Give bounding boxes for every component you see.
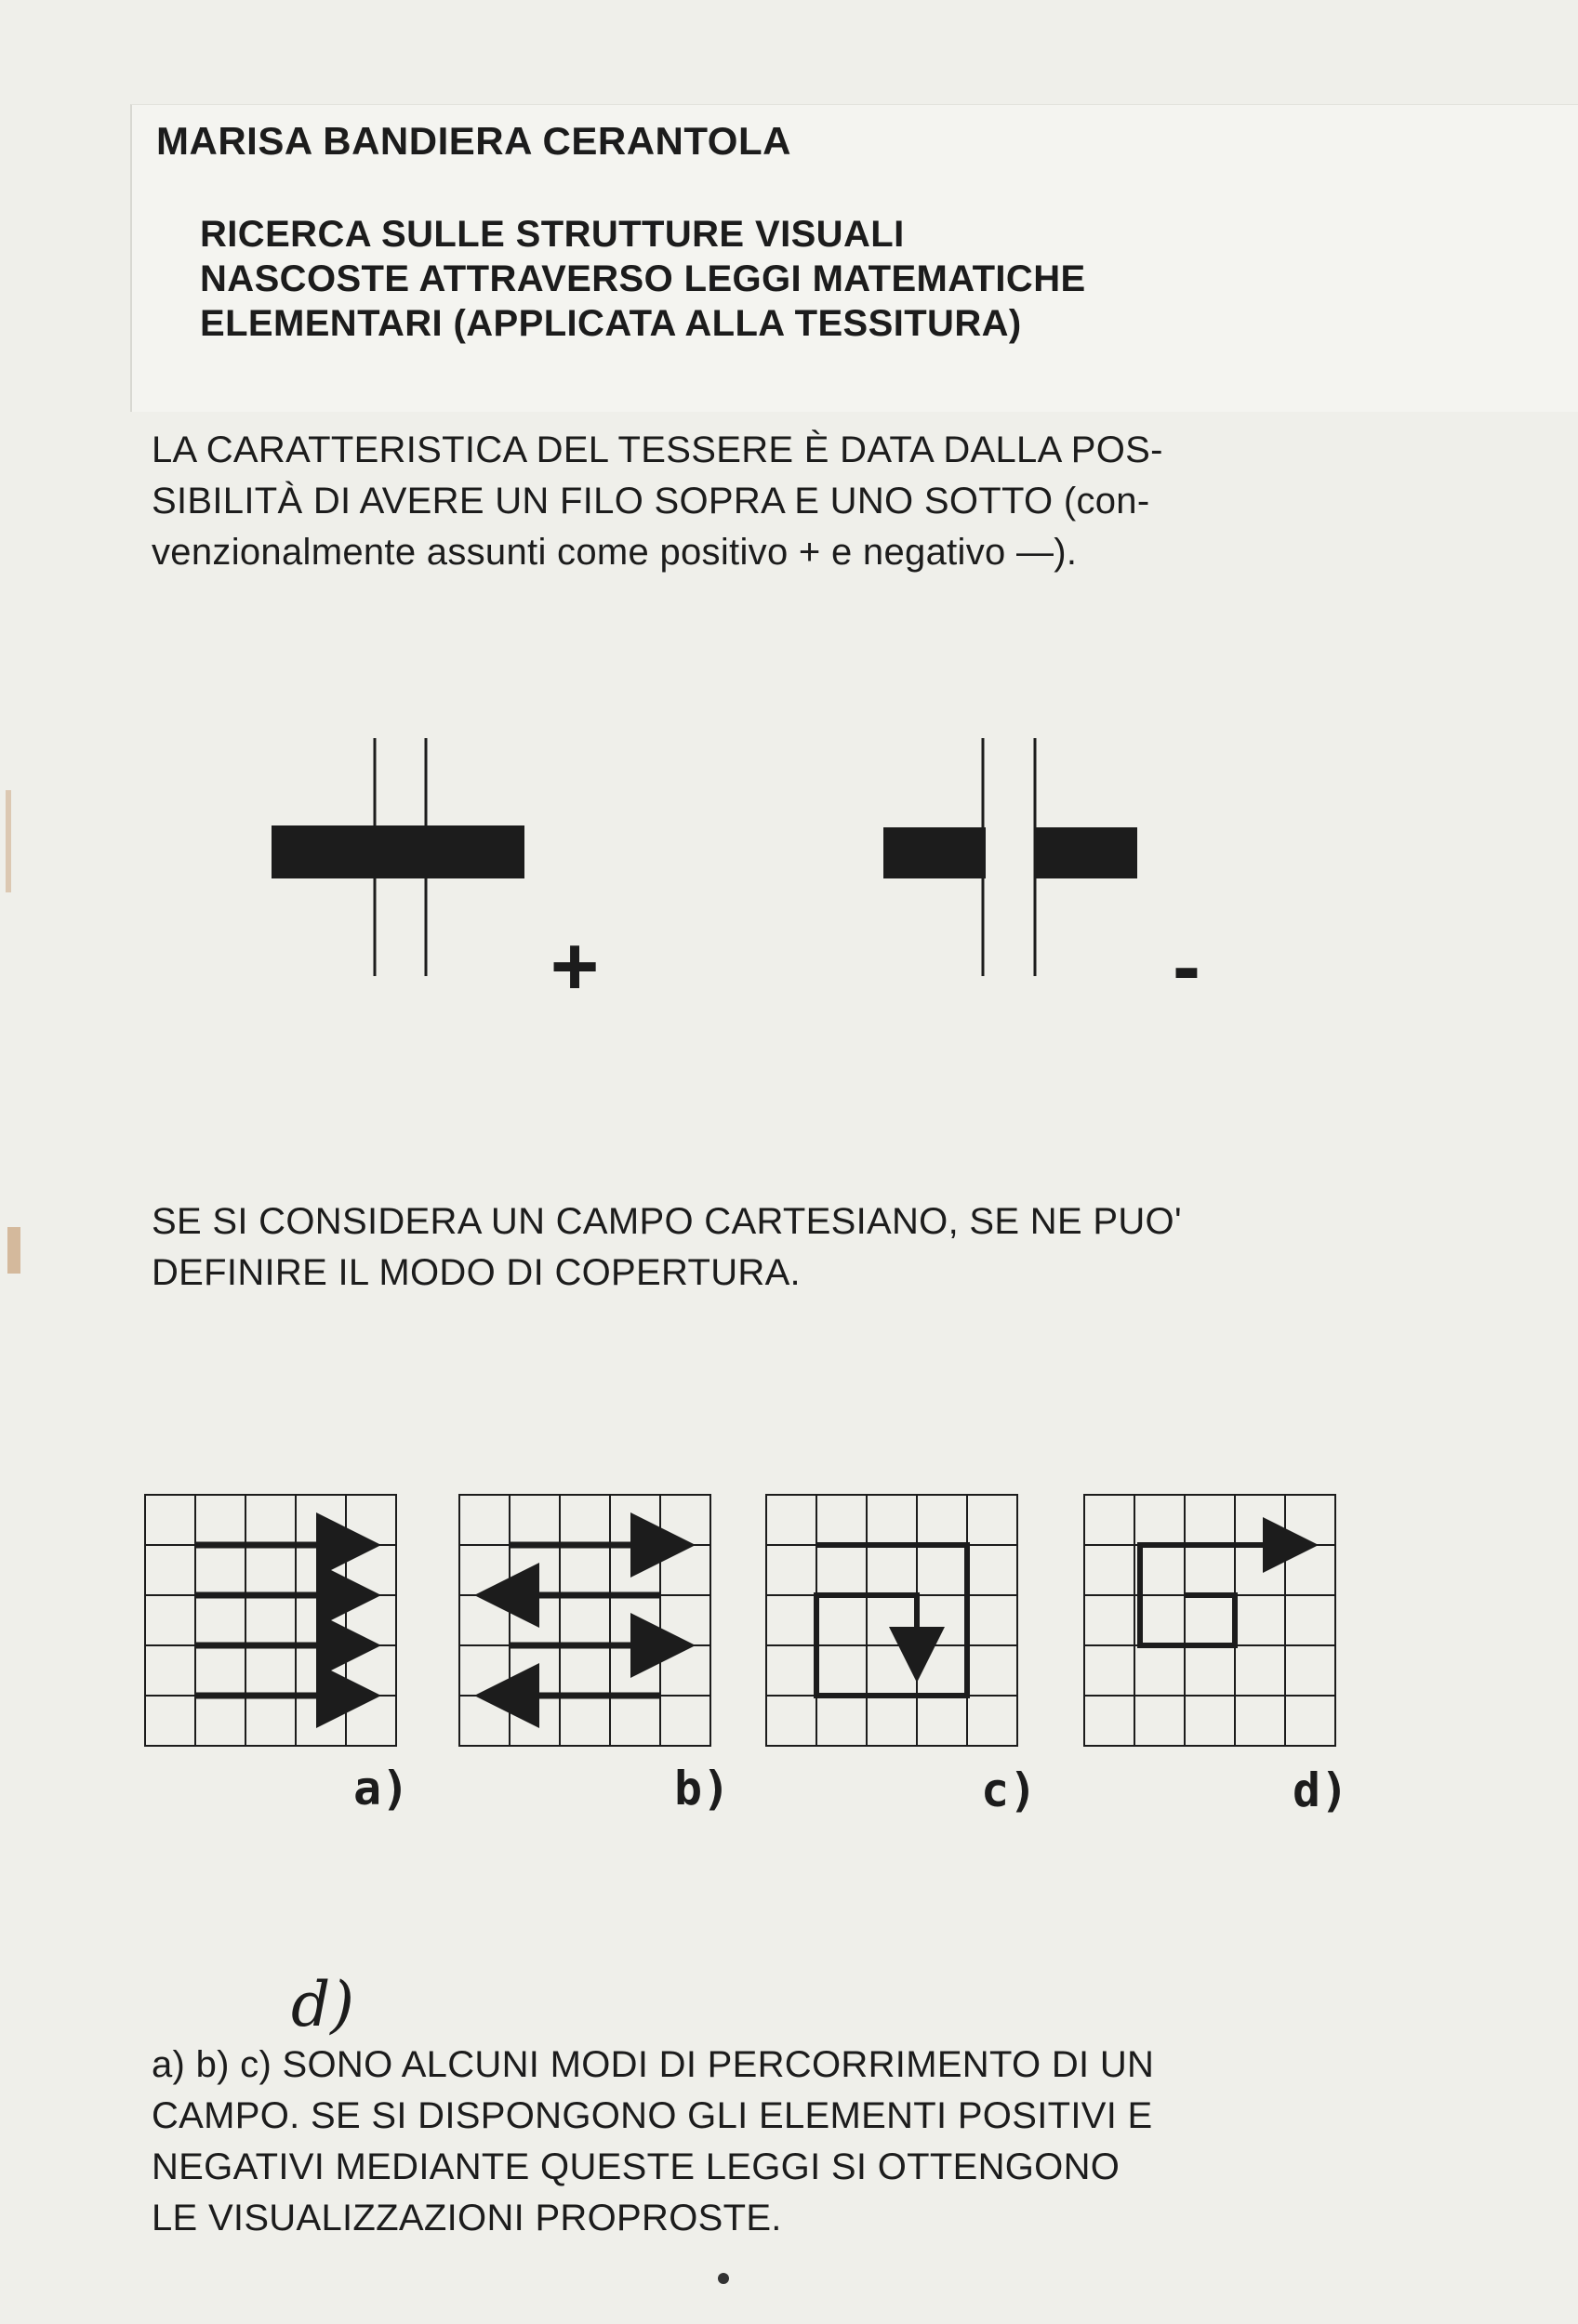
grid-cell [917, 1645, 967, 1696]
grid-cell [459, 1545, 510, 1595]
author-name: MARISA BANDIERA CERANTOLA [156, 119, 791, 163]
positive-symbol: + [550, 920, 600, 1013]
grid-cell [245, 1495, 296, 1545]
grid-cell [1185, 1645, 1235, 1696]
grid-cell [816, 1495, 867, 1545]
grid-cell [967, 1595, 1017, 1645]
grid-c [766, 1495, 1017, 1746]
conclusion-paragraph [152, 2040, 1351, 2244]
grid-cell [510, 1595, 560, 1645]
grid-cell [459, 1495, 510, 1545]
grid-cell [245, 1696, 296, 1746]
paper-stain [7, 1227, 20, 1274]
grid-cell [1134, 1696, 1185, 1746]
grid-cell [195, 1645, 245, 1696]
grid-cell [1285, 1645, 1335, 1696]
text-line: LE VISUALIZZAZIONI PROPROSTE. [152, 2198, 782, 2238]
grid-cell [1134, 1495, 1185, 1545]
grid-cell [560, 1696, 610, 1746]
grid-cell [917, 1545, 967, 1595]
grid-cell [1235, 1696, 1285, 1746]
grid-cell [967, 1645, 1017, 1696]
grid-cell [296, 1645, 346, 1696]
intro-paragraph [152, 425, 1351, 578]
grid-cell [1084, 1595, 1134, 1645]
grid-cell [610, 1595, 660, 1645]
paper-stain [6, 790, 11, 892]
grid-cell [1084, 1545, 1134, 1595]
grid-cell [195, 1545, 245, 1595]
grid-cell [245, 1545, 296, 1595]
grid-cell [145, 1645, 195, 1696]
grid-cell [1084, 1696, 1134, 1746]
grid-cell [1185, 1495, 1235, 1545]
grid-cell [1235, 1595, 1285, 1645]
grid-cell [660, 1645, 710, 1696]
grid-cell [145, 1545, 195, 1595]
text-line: DEFINIRE IL MODO DI COPERTURA. [152, 1252, 801, 1293]
grid-cell [346, 1595, 396, 1645]
document-title [200, 212, 1465, 346]
grid-label-d: d) [1293, 1763, 1349, 1817]
grid-cell [1185, 1545, 1235, 1595]
grid-cell [560, 1645, 610, 1696]
grid-cell [766, 1645, 816, 1696]
title-line: NASCOSTE ATTRAVERSO LEGGI MATEMATICHE [200, 258, 1086, 299]
grid-cell [766, 1495, 816, 1545]
grid-label-b: b) [674, 1762, 731, 1816]
text-line: NEGATIVI MEDIANTE QUESTE LEGGI SI OTTENGONO [152, 2146, 1121, 2187]
grid-cell [660, 1545, 710, 1595]
grid-cell [1235, 1495, 1285, 1545]
grid-cell [867, 1595, 917, 1645]
grid-cell [967, 1545, 1017, 1595]
handwritten-annotation: d) [291, 1969, 354, 2040]
grid-cell [346, 1545, 396, 1595]
grid-cell [560, 1595, 610, 1645]
grid-cell [510, 1495, 560, 1545]
positive-weave-diagram [272, 738, 599, 1013]
negative-weave-diagram [883, 738, 1200, 1013]
path-spiral [816, 1545, 967, 1696]
text-line: CAMPO. SE SI DISPONGONO GLI ELEMENTI POSITIVI E [152, 2095, 1153, 2136]
grid-cell [660, 1696, 710, 1746]
title-line: ELEMENTARI (APPLICATA ALLA TESSITURA) [200, 303, 1022, 344]
grid-cell [867, 1696, 917, 1746]
weft-thread-under-left [883, 827, 986, 878]
grid-cell [610, 1545, 660, 1595]
grid-cell [459, 1696, 510, 1746]
grid-cell [816, 1696, 867, 1746]
grid-cell [1235, 1645, 1285, 1696]
grid-cell [867, 1495, 917, 1545]
grid-cell [510, 1696, 560, 1746]
grid-cell [917, 1595, 967, 1645]
grid-cell [145, 1696, 195, 1746]
grid-cell [346, 1495, 396, 1545]
grid-cell [610, 1495, 660, 1545]
weft-thread-over [272, 825, 524, 878]
path-arrows [195, 1545, 368, 1696]
text-line: LA CARATTERISTICA DEL TESSERE È DATA DALLA POS- [152, 429, 1163, 470]
grid-cell [459, 1645, 510, 1696]
text-line: venzionalmente assunti come positivo + e negativo —). [152, 532, 1078, 573]
grid-cell [510, 1545, 560, 1595]
grid-cell [245, 1595, 296, 1645]
grid-cell [967, 1696, 1017, 1746]
grid-cell [1134, 1645, 1185, 1696]
grid-cell [1084, 1495, 1134, 1545]
grid-cell [660, 1495, 710, 1545]
title-line: RICERCA SULLE STRUTTURE VISUALI [200, 214, 905, 255]
grid-cell [195, 1495, 245, 1545]
traversal-grids-figure [130, 1478, 1358, 1850]
grid-cell [195, 1595, 245, 1645]
grid-cell [145, 1595, 195, 1645]
grid-cell [1285, 1495, 1335, 1545]
grid-cell [610, 1645, 660, 1696]
grid-cell [1084, 1645, 1134, 1696]
grid-cell [766, 1595, 816, 1645]
grid-cell [510, 1645, 560, 1696]
grid-cell [296, 1545, 346, 1595]
grid-cell [1235, 1545, 1285, 1595]
grid-cell [245, 1645, 296, 1696]
grid-d [1084, 1495, 1335, 1746]
grid-cell [917, 1696, 967, 1746]
weave-figure [251, 725, 1218, 1032]
grid-cell [296, 1696, 346, 1746]
grid-cell [560, 1495, 610, 1545]
text-line: a) b) c) SONO ALCUNI MODI DI PERCORRIMENTO DI UN [152, 2044, 1155, 2085]
grid-b [459, 1495, 710, 1746]
grid-label-a: a) [353, 1762, 410, 1816]
grid-cell [1185, 1595, 1235, 1645]
grid-cell [816, 1595, 867, 1645]
grid-cell [346, 1696, 396, 1746]
grid-cell [610, 1696, 660, 1746]
path-spiral [1140, 1545, 1307, 1696]
grid-cell [1285, 1545, 1335, 1595]
grid-cell [766, 1545, 816, 1595]
grid-cell [346, 1645, 396, 1696]
weft-thread-under-right [1035, 827, 1137, 878]
grid-cell [917, 1495, 967, 1545]
grid-cell [660, 1595, 710, 1645]
text-line: SIBILITÀ DI AVERE UN FILO SOPRA E UNO SOTTO (con- [152, 481, 1150, 522]
grid-cell [766, 1696, 816, 1746]
grid-a [145, 1495, 396, 1746]
grid-cell [296, 1495, 346, 1545]
negative-symbol: - [1173, 920, 1200, 1013]
text-line: SE SI CONSIDERA UN CAMPO CARTESIANO, SE NE PUO' [152, 1201, 1182, 1242]
ink-dot [718, 2273, 729, 2284]
cartesian-paragraph [152, 1196, 1351, 1299]
path-arrows [487, 1545, 683, 1696]
grid-cell [867, 1645, 917, 1696]
grid-cell [1185, 1696, 1235, 1746]
grid-label-c: c) [981, 1763, 1038, 1817]
grid-cell [867, 1545, 917, 1595]
grid-cell [816, 1545, 867, 1595]
grid-cell [967, 1495, 1017, 1545]
grid-cell [1285, 1696, 1335, 1746]
grid-cell [1285, 1595, 1335, 1645]
grid-cell [296, 1595, 346, 1645]
grid-cell [145, 1495, 195, 1545]
grid-cell [459, 1595, 510, 1645]
grid-cell [195, 1696, 245, 1746]
grid-cell [816, 1645, 867, 1696]
grid-cell [560, 1545, 610, 1595]
